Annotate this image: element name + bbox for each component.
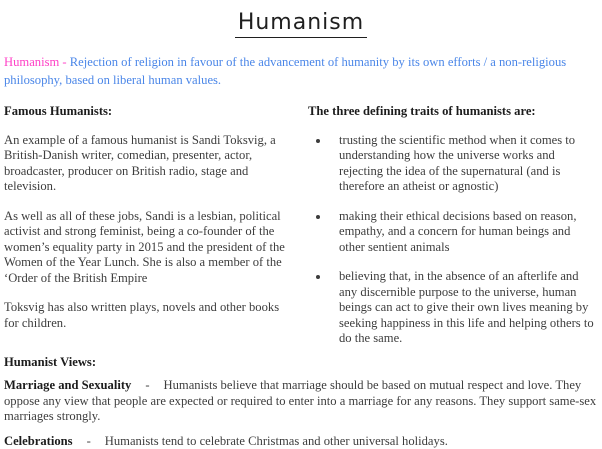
view-item-marriage-separator: - <box>145 378 150 393</box>
two-column-section <box>4 104 598 371</box>
humanist-views-heading: Humanist Views: <box>4 355 97 370</box>
famous-paragraph-3: Toksvig has also written plays, novels and other books for children. <box>4 300 280 330</box>
view-item-celebrations-separator: - <box>86 433 91 448</box>
definition-paragraph <box>4 54 598 90</box>
view-item-celebrations-text: Humanists tend to celebrate Christmas and other universal holidays. <box>104 433 448 448</box>
famous-paragraph-1: An example of a famous humanist is Sandi Toksvig, a British-Danish writer, comedian, presenter, actor, broadcaster, producer on British radio, stage and television. <box>4 132 276 194</box>
trait-bullet-2: • making their ethical decisions based on reason, empathy, and a concern for human beings and other sentient animals <box>330 209 598 256</box>
title-row <box>4 10 598 38</box>
page-title: Humanism <box>235 10 367 38</box>
famous-humanists-column <box>4 104 296 371</box>
traits-list <box>308 133 598 347</box>
trait-bullet-3: • believing that, in the absence of an afterlife and any discernible purpose to the universe, human beings can act to give their own lives meaning by seeking happiness in this life and helping others to do the same. <box>330 269 598 347</box>
view-item-celebrations-label: Celebrations <box>4 433 73 448</box>
view-item-marriage <box>4 378 598 425</box>
trait-bullet-1: • trusting the scientific method when it comes to understanding how the universe works and rejecting the idea of the supernatural (and is therefore an atheist or agnostic) <box>330 133 598 195</box>
famous-humanists-heading: Famous Humanists: <box>4 103 113 118</box>
definition-term: Humanism - <box>4 55 70 69</box>
view-item-marriage-label: Marriage and Sexuality <box>4 378 132 393</box>
famous-paragraph-2: As well as all of these jobs, Sandi is a lesbian, political activist and strong feminist, being a co-founder of the women’s equality party in 2015 and the president of the Women of the Year Lunch. She is also a member of the ‘Order of the British Empire <box>4 208 285 285</box>
traits-column <box>296 104 598 371</box>
view-item-marriage-text: Humanists believe that marriage should be based on mutual respect and love. They oppose any view that people are expected or required to enter into a marriage for any reasons. They support same-sex marriages strongly. <box>4 378 597 424</box>
definition-text: Rejection of religion in favour of the advancement of humanity by its own efforts / a non-religious philosophy, based on liberal human values. <box>4 55 567 87</box>
traits-heading: The three defining traits of humanists are: <box>308 103 536 118</box>
view-item-celebrations <box>4 434 598 449</box>
